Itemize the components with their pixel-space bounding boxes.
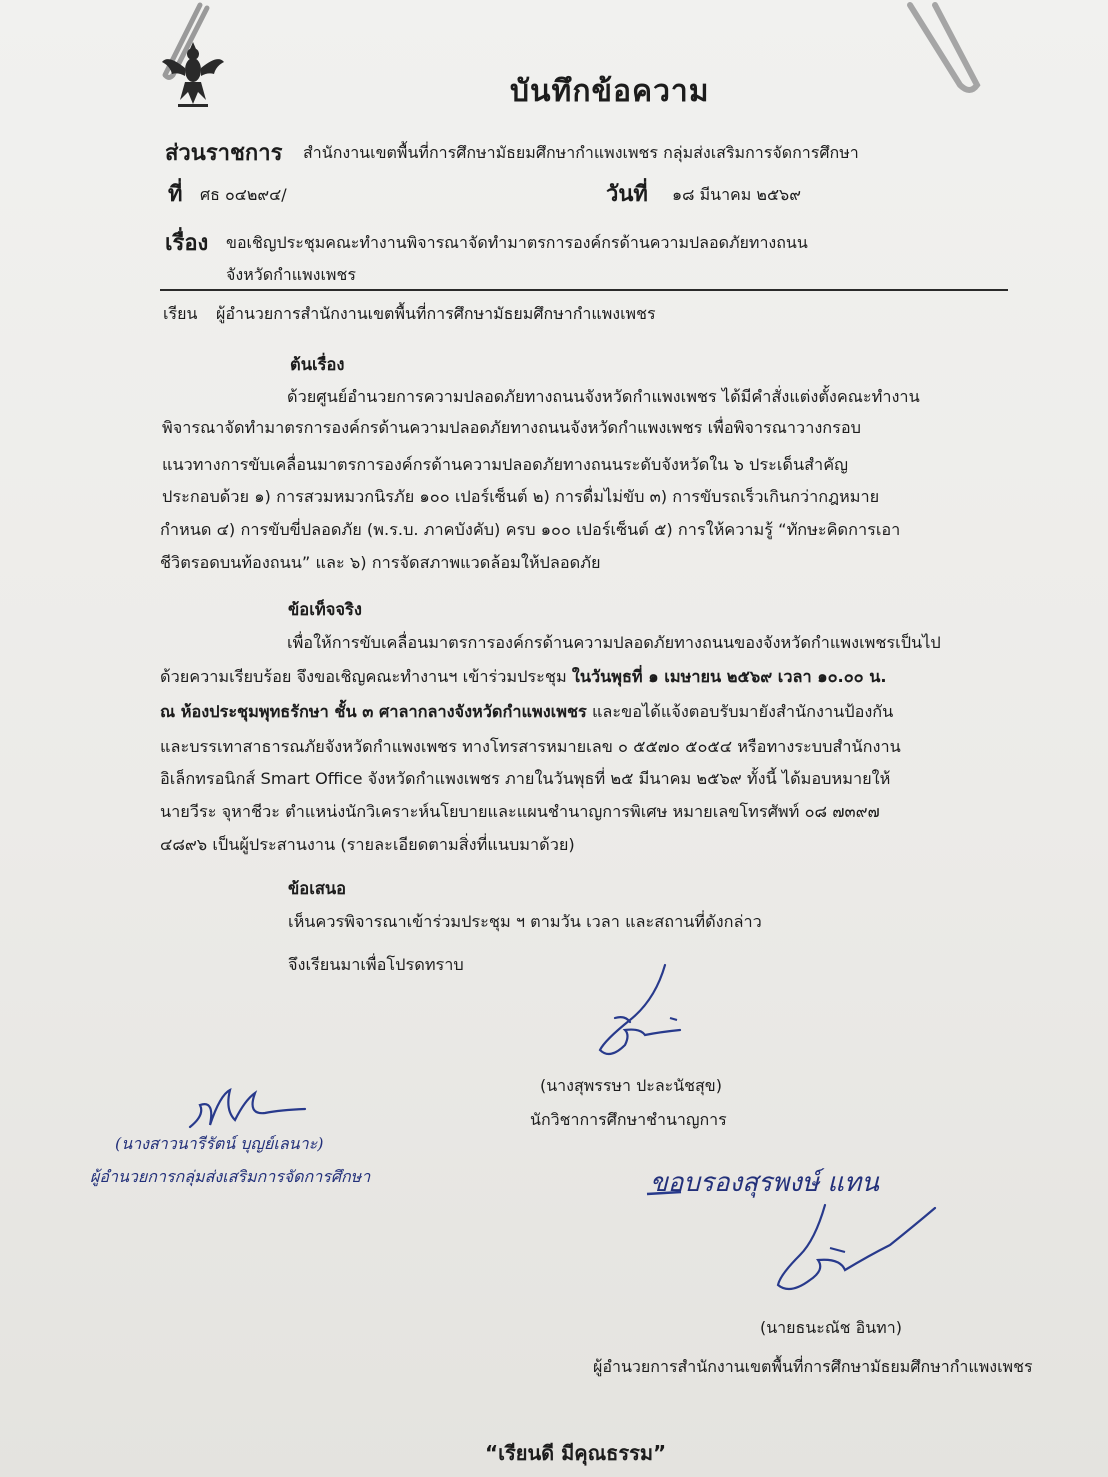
facts-line-7: ๔๘๙๖ เป็นผู้ประสานงาน (รายละเอียดตามสิ่งที่แนบมาด้วย): [160, 835, 575, 854]
group-head-name: (นางสาวนารีรัตน์ บุญย์เลนาะ): [115, 1134, 324, 1153]
background-line-3: แนวทางการขับเคลื่อนมาตรการองค์กรด้านความปลอดภัยทางถนนระดับจังหวัดใน ๖ ประเด็นสำคัญ: [162, 455, 848, 474]
director-name: (นายธนะณัช อินทา): [760, 1318, 902, 1337]
background-line-1: ด้วยศูนย์อำนวยการความปลอดภัยทางถนนจังหวัดกำแพงเพชร ได้มีคำสั่งแต่งตั้งคณะทำงาน: [287, 387, 920, 406]
background-line-4: ประกอบด้วย ๑) การสวมหมวกนิรภัย ๑๐๐ เปอร์เซ็นต์ ๒) การดื่มไม่ขับ ๓) การขับรถเร็วเกินกว่ากฎหมาย: [162, 487, 880, 506]
proposal-heading: ข้อเสนอ: [288, 879, 347, 898]
meeting-venue: ณ ห้องประชุมพุทธรักษา ชั้น ๓ ศาลากลางจังหวัดกำแพงเพชร: [160, 702, 587, 721]
group-head-position: ผู้อำนวยการกลุ่มส่งเสริมการจัดการศึกษา: [90, 1167, 371, 1186]
facts-line-4: และบรรเทาสาธารณภัยจังหวัดกำแพงเพชร ทางโทรสารหมายเลข ๐ ๕๕๗๐ ๕๐๕๔ หรือทางระบบสำนักงาน: [160, 737, 901, 756]
group-head-signature: [185, 1085, 315, 1133]
subject-line-2: จังหวัดกำแพงเพชร: [226, 265, 356, 284]
facts-heading: ข้อเท็จจริง: [288, 600, 362, 619]
facts-line-2-text: ด้วยความเรียบร้อย จึงขอเชิญคณะทำงานฯ เข้าร่วมประชุม: [160, 667, 572, 686]
facts-line-1: เพื่อให้การขับเคลื่อนมาตรการองค์กรด้านความปลอดภัยทางถนนของจังหวัดกำแพงเพชรเป็นไป: [287, 633, 941, 652]
director-note-dash: [645, 1188, 685, 1198]
subject-label: เรื่อง: [165, 231, 209, 256]
background-heading: ต้นเรื่อง: [290, 355, 345, 374]
addressee-value: ผู้อำนวยการสำนักงานเขตพื้นที่การศึกษามัธยมศึกษากำแพงเพชร: [216, 304, 656, 323]
agency-value: สำนักงานเขตพื้นที่การศึกษามัธยมศึกษากำแพงเพชร กลุ่มส่งเสริมการจัดการศึกษา: [303, 143, 859, 162]
facts-line-3-text: และขอได้แจ้งตอบรับมายังสำนักงานป้องกัน: [586, 702, 894, 721]
facts-line-6: นายวีระ จุหาชีวะ ตำแหน่งนักวิเคราะห์นโยบายและแผนชำนาญการพิเศษ หมายเลขโทรศัพท์ ๐๘ ๗๓๙๗: [160, 802, 880, 821]
header-divider: [160, 289, 1008, 291]
background-line-5: กำหนด ๔) การขับขี่ปลอดภัย (พ.ร.บ. ภาคบังคับ) ครบ ๑๐๐ เปอร์เซ็นต์ ๕) การให้ความรู้ “ทักษะคิดการเอา: [160, 520, 901, 539]
officer-signature: [585, 960, 695, 1065]
background-line-6: ชีวิตรอดบนท้องถนน” และ ๖) การจัดสภาพแวดล้อมให้ปลอดภัย: [160, 553, 601, 572]
facts-line-2: [160, 664, 887, 690]
director-signature: [770, 1200, 945, 1295]
facts-line-5: อิเล็กทรอนิกส์ Smart Office จังหวัดกำแพงเพชร ภายในวันพุธที่ ๒๕ มีนาคม ๒๕๖๙ ทั้งนี้ ได้มอบหมายให้: [160, 769, 891, 788]
agency-label: ส่วนราชการ: [165, 141, 283, 166]
director-position: ผู้อำนวยการสำนักงานเขตพื้นที่การศึกษามัธยมศึกษากำแพงเพชร: [593, 1357, 1033, 1376]
proposal-line-1: เห็นควรพิจารณาเข้าร่วมประชุม ฯ ตามวัน เวลา และสถานที่ดังกล่าว: [288, 912, 762, 931]
date-label: วันที่: [606, 182, 648, 207]
date-value: ๑๘ มีนาคม ๒๕๖๙: [672, 185, 801, 204]
reference-value: ศธ ๐๔๒๙๔/: [200, 185, 287, 204]
garuda-emblem: [160, 40, 226, 110]
background-line-2: พิจารณาจัดทำมาตรการองค์กรด้านความปลอดภัยทางถนนจังหวัดกำแพงเพชร เพื่อพิจารณาวางกรอบ: [162, 418, 861, 437]
closing-line: จึงเรียนมาเพื่อโปรดทราบ: [288, 955, 464, 974]
director-note-text: ขอบรองสุรพงษ์ แทน: [650, 1168, 879, 1198]
officer-name: (นางสุพรรษา ปะละนัชสุข): [540, 1076, 722, 1095]
addressee-label: เรียน: [163, 304, 198, 323]
subject-line-1: ขอเชิญประชุมคณะทำงานพิจารณาจัดทำมาตรการองค์กรด้านความปลอดภัยทางถนน: [226, 233, 808, 252]
paper-clip-right: [905, 0, 995, 95]
memo-title: บันทึกข้อความ: [510, 74, 710, 109]
meeting-datetime: ในวันพุธที่ ๑ เมษายน ๒๕๖๙ เวลา ๑๐.๐๐ น.: [571, 667, 887, 686]
officer-position: นักวิชาการศึกษาชำนาญการ: [530, 1110, 727, 1129]
office-motto: “เรียนดี มีคุณธรรม”: [485, 1441, 667, 1465]
reference-label: ที่: [168, 182, 183, 207]
facts-line-3: [160, 699, 893, 725]
